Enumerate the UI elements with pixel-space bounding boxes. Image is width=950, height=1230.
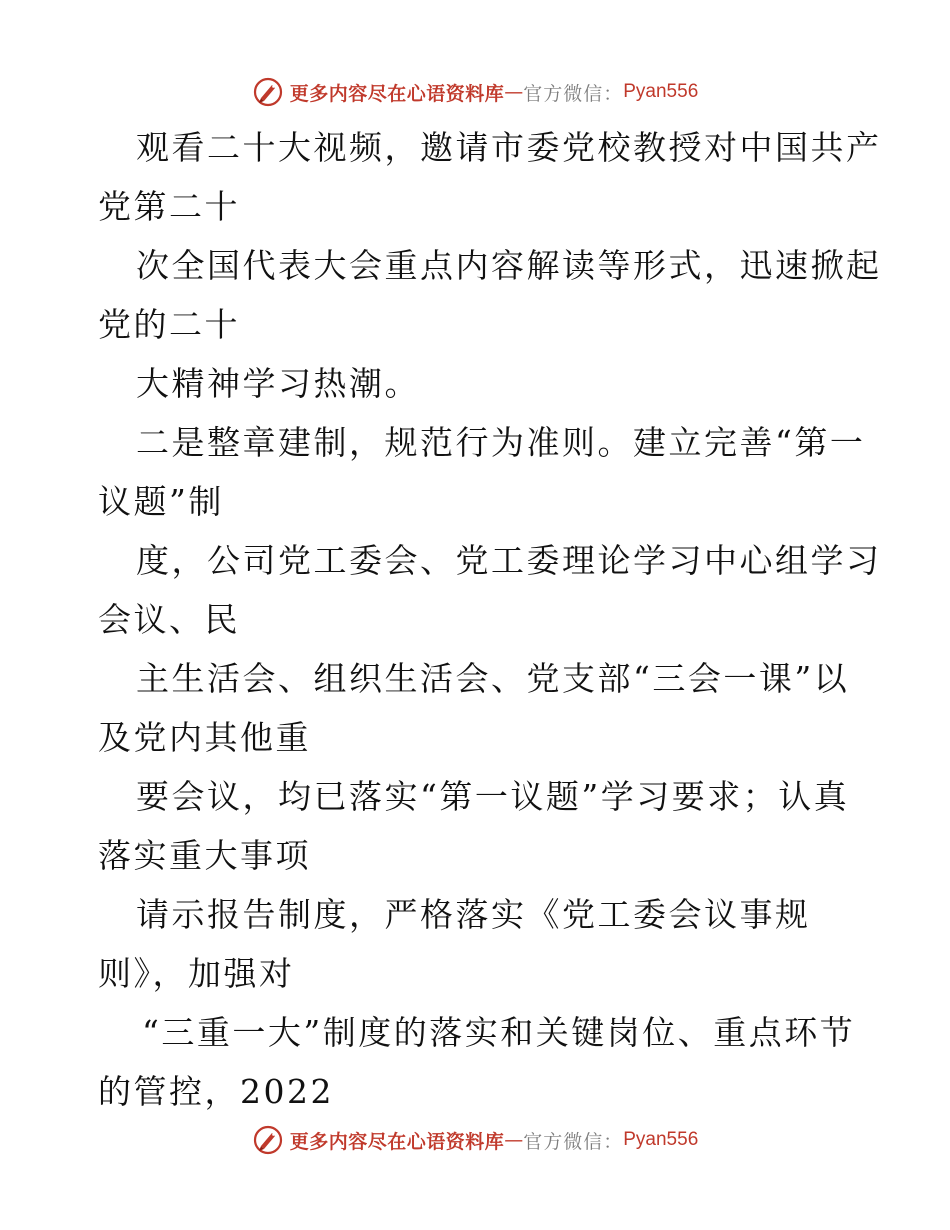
footer-wechat-id: Pyan556 xyxy=(623,1129,699,1150)
body-line-4: 党的二十 xyxy=(98,305,240,344)
footer-banner xyxy=(0,1120,950,1160)
body-line-6: 二是整章建制，规范行为准则。建立完善“第一 xyxy=(136,423,866,462)
footer-brand-text: 更多内容尽在心语资料库 xyxy=(289,1130,505,1153)
body-line-3: 次全国代表大会重点内容解读等形式，迅速掀起 xyxy=(136,246,882,285)
body-line-7: 议题”制 xyxy=(98,482,224,521)
header-dash: — xyxy=(504,81,524,103)
body-line-13: 落实重大事项 xyxy=(98,836,311,875)
body-line-16: “三重一大”制度的落实和关键岗位、重点环节 xyxy=(142,1013,856,1052)
body-line-14: 请示报告制度，严格落实《党工委会议事规 xyxy=(136,895,811,934)
body-line-10: 主生活会、组织生活会、党支部“三会一课”以 xyxy=(136,659,850,698)
footer-wechat-label: 官方微信： xyxy=(523,1130,624,1153)
brand-logo-icon xyxy=(252,76,284,108)
body-line-8: 度，公司党工委会、党工委理论学习中心组学习 xyxy=(136,541,882,580)
body-line-9: 会议、民 xyxy=(98,600,240,639)
header-banner xyxy=(0,72,950,112)
body-line-12: 要会议，均已落实“第一议题”学习要求；认真 xyxy=(136,777,850,816)
header-wechat-id: Pyan556 xyxy=(623,81,699,102)
body-line-5: 大精神学习热潮。 xyxy=(136,364,420,403)
body-line-2: 党第二十 xyxy=(98,187,240,226)
document-body xyxy=(98,118,882,1121)
body-line-15: 则》，加强对 xyxy=(98,954,295,993)
footer-dash: — xyxy=(504,1129,524,1151)
body-line-11: 及党内其他重 xyxy=(98,718,311,757)
body-line-1: 观看二十大视频，邀请市委党校教授对中国共产 xyxy=(136,128,882,167)
header-wechat-label: 官方微信： xyxy=(523,82,624,105)
brand-logo-icon xyxy=(252,1124,284,1156)
body-line-17: 的管控，2022 xyxy=(98,1072,334,1111)
header-brand-text: 更多内容尽在心语资料库 xyxy=(289,82,505,105)
